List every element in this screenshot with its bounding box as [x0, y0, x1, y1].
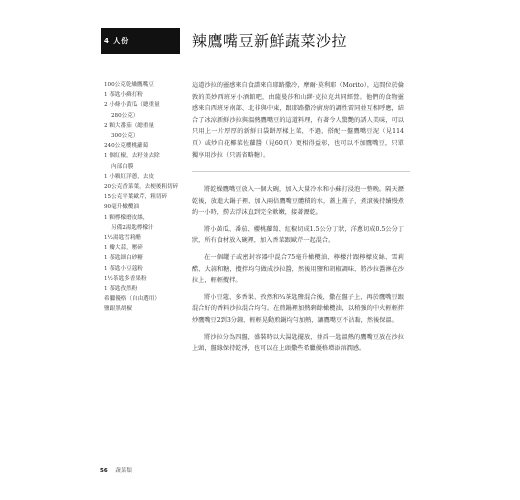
ingredient-item: 2 顆大番茄（總重量 [104, 122, 155, 129]
ingredient-item: 1 小顆紅洋蔥，去皮 [104, 173, 155, 180]
ingredient-item: 15公克平葉歐芹，粗切碎 [104, 194, 168, 201]
ingredient-item: 1 顆檸檬磨皮絲， [104, 214, 149, 221]
ingredient-item: 1½茶匙多香果粉 [104, 275, 147, 282]
ingredient-item: 鹽跟黑胡椒 [104, 306, 132, 313]
ingredient-list [104, 80, 188, 315]
method-step: 將小豆蔻、多香果、孜然和¾茶匙鹽混合後，撒在盤子上，再於鷹嘴豆跟混合好的香料沙拉混合均勻。在煎鍋裡加熱剩餘橄欖油，以稍強的中火輕輕拌炒鷹嘴豆2到3分鐘，輕輕晃動煎鍋均勻加熱，讓鷹嘴豆不沾黏，然後保溫。 [192, 293, 404, 324]
page-footer [100, 466, 132, 474]
ingredient-item: 1 茶匙小豆蔻粉 [104, 265, 143, 272]
ingredient-item: 1 茶匙小蘇打粉 [104, 92, 143, 99]
method-steps [192, 184, 404, 360]
servings-label: 4 人份 [104, 37, 130, 45]
ingredient-item: 300公克） [111, 133, 139, 140]
ingredient-item: 1 個紅椒，去籽並去除 [104, 153, 160, 160]
ingredient-item: 希臘優格（自由選用） [104, 296, 160, 303]
ingredient-item: 2 小條小黃瓜（總重量 [104, 102, 160, 109]
intro-paragraph: 這道沙拉的靈感來自食譜來自耶路撒冷，摩爾·莫利耶（Morito），這間位於倫敦的美妙西班牙小酒館吧，由薩曼莎和山繆·克拉克共同經營。他們的食物靈感來自西班牙南部、北非與中東，跟耶路撒冷廚房的調性雷同並互相呼應，結合了冰涼新鮮沙拉與溫熱鷹嘴豆的這道料理，有著令人驚艷的誘人美味，可以只用上一片厚厚的新鮮日袋餅厚樣上菜，不過，搭配一盤鷹嘴豆泥（見114頁）或炒自花椰菜佐蘿醬（見60頁）更相得益彰，也可以不加鷹嘴豆，只單獨享用沙拉（只需省略糖）。 [192, 82, 404, 159]
ingredient-item: 內部白膜 [111, 163, 134, 170]
ingredient-item: 90毫升橄欖油 [104, 204, 140, 211]
ingredient-item: 1 茶匙細白砂糖 [104, 255, 143, 262]
ingredient-item: 20公克香菜葉，去梗後粗切碎 [104, 184, 179, 191]
ingredient-item: 另備2湯匙檸檬汁 [111, 224, 154, 231]
ingredient-item: 280公克） [111, 112, 139, 119]
section-divider [192, 171, 410, 172]
recipe-title: 辣鷹嘴豆新鮮蔬菜沙拉 [192, 32, 348, 50]
method-step: 將沙拉分為四盤，盛裝時以大湯匙擺放，並舀一匙溫熱的鷹嘴豆放在沙拉上頭，盤緣保持乾淨，也可以在上頭撒些希臘優格增添溶潤感。 [192, 333, 404, 353]
method-step: 在一個罐子或密封容器中混合75毫升橄欖油、檸檬汁跟檸檬皮絲、雪莉醋、大蒜和糖，攪拌均勻做成沙拉醬，然後用鹽和胡椒調味，將沙拉醬淋在沙拉上，輕輕攪拌。 [192, 253, 404, 285]
method-step: 將小黃瓜、番茄、櫻桃蘿蔔、紅椒切成1.5公分丁狀，洋蔥切成0.5公分丁狀，所有食材放入碗裡，加入香菜跟歐芹一起混合。 [192, 225, 404, 245]
ingredient-item: 1 茶匙孜然粉 [104, 286, 138, 293]
ingredient-item: 1 瓣大蒜，壓碎 [104, 245, 143, 252]
ingredient-item: 100公克乾燥鷹嘴豆 [104, 82, 154, 88]
section-name: 蔬菜類 [115, 468, 132, 474]
ingredient-item: 1½湯匙雪莉醋 [104, 235, 141, 242]
page-number: 56 [100, 468, 108, 474]
ingredient-item: 240公克櫻桃蘿蔔 [104, 143, 149, 150]
method-step: 將乾燥鷹嘴豆放入一個大碗，加入大量冷水和小蘇打浸泡一整晚。隔天瀝乾後，放進大鍋子裡，加入兩倍鷹嘴豆體積的水，蓋上蓋子，煮滾後持續慢煮約一小時，撈去浮沫直到完全軟嫩，接著瀝乾。 [192, 186, 404, 217]
